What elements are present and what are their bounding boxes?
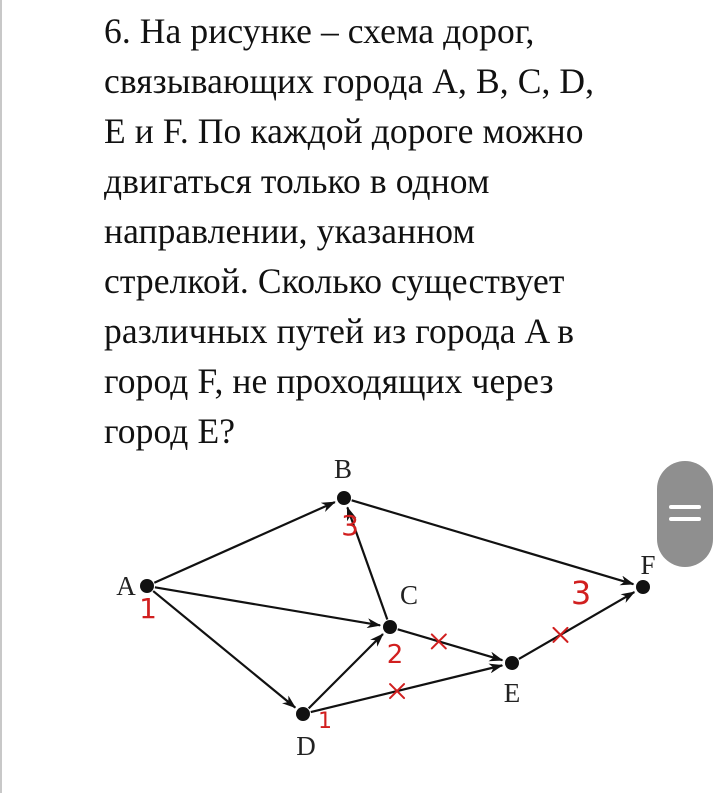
- annotation-D: 1: [318, 709, 332, 734]
- node-label-D: D: [296, 731, 316, 761]
- annotation-C: 2: [386, 640, 404, 670]
- annotation-A: 1: [139, 592, 157, 625]
- problem-text: [104, 6, 694, 456]
- scroll-handle-button[interactable]: [657, 461, 713, 567]
- node-E: [505, 656, 519, 670]
- node-label-B: B: [333, 454, 353, 484]
- road-graph-diagram: [0, 440, 720, 780]
- edge-B-F: [352, 500, 634, 584]
- problem-line-5: направлении, указанном: [104, 211, 476, 251]
- edge-D-E: [311, 665, 503, 712]
- problem-line-2: связывающих города A, B, C, D,: [104, 61, 595, 101]
- node-B: [337, 491, 351, 505]
- problem-line-1: 6. На рисунке – схема дорог,: [104, 11, 535, 51]
- node-C: [383, 620, 397, 634]
- cross-mark-E-F: [553, 628, 567, 642]
- edge-C-E: [398, 629, 503, 660]
- equals-icon: [669, 505, 701, 521]
- node-label-A: A: [116, 571, 136, 601]
- edge-A-B: [154, 502, 335, 583]
- node-label-C: C: [399, 580, 419, 610]
- problem-line-8: город F, не проходящих через: [104, 361, 554, 401]
- problem-line-4: двигаться только в одном: [104, 161, 490, 201]
- cross-mark-C-E: [432, 634, 446, 648]
- annotation-B: 3: [341, 509, 359, 542]
- node-D: [296, 707, 310, 721]
- problem-line-3: E и F. По каждой дороге можно: [104, 111, 584, 151]
- annotation-F: 3: [570, 574, 592, 612]
- node-F: [636, 580, 650, 594]
- node-A: [140, 579, 154, 593]
- problem-line-7: различных путей из города A в: [104, 311, 575, 351]
- node-label-E: E: [503, 678, 521, 708]
- edge-A-D: [153, 591, 295, 708]
- problem-line-6: стрелкой. Сколько существует: [104, 261, 565, 301]
- problem-line-9: город E?: [104, 411, 236, 451]
- node-label-F: F: [640, 550, 656, 580]
- cross-mark-D-E: [390, 684, 404, 698]
